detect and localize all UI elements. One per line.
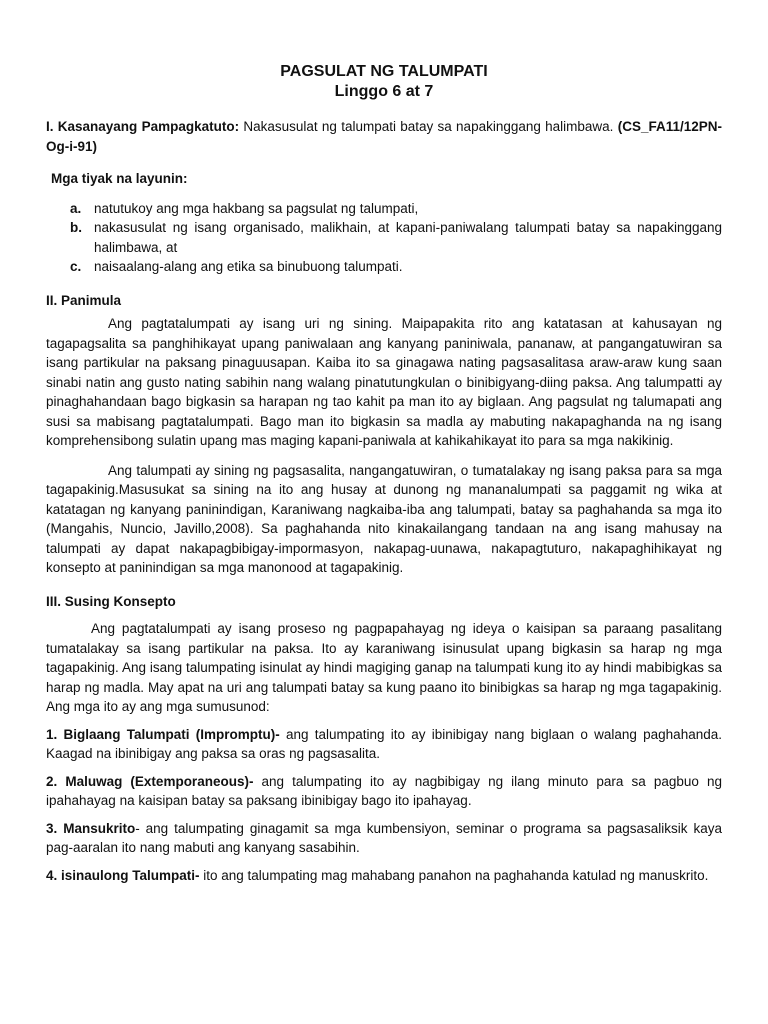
objective-item — [46, 218, 722, 257]
susing-konsepto-intro: Ang pagtatalumpati ay isang proseso ng pagpapahayag ng ideya o kaisipan sa paraang pasalitang tumatalakay sa isang partikular na paksa. Ito ay karaniwang isinusulat upang bigkasin sa harap ng mga tagapakinig. Ang isang talumpating isinulat ay hindi magiging ganap na talumpati kung ito ay hindi mabibigkas sa harap ng madla. May apat na uri ang talumpati batay sa kung paano ito binibigkas sa harap ng mga tagapakinig. Ang mga ito ay ang mga sumusunod: — [46, 621, 722, 714]
objective-marker: a. — [70, 200, 82, 216]
speech-type-item — [46, 772, 722, 811]
speech-type-term: 1. Biglaang Talumpati (Impromptu)- — [46, 726, 280, 742]
speech-type-item — [46, 725, 722, 764]
speech-type-term: 2. Maluwag (Extemporaneous)- — [46, 773, 254, 789]
objective-marker: b. — [70, 220, 82, 235]
speech-type-item — [46, 819, 722, 858]
speech-type-term: 4. isinaulong Talumpati- — [46, 867, 200, 883]
objectives-list — [46, 199, 722, 277]
competency-text: Nakasusulat ng talumpati batay sa napakinggang halimbawa. — [239, 119, 618, 134]
speech-type-term: 3. Mansukrito — [46, 820, 136, 836]
speech-type-desc: - ang talumpating ginagamit sa mga kumbensiyon, seminar o programa sa pagsasaliksik kaya pag-aaralan ito nang mabuti ang kanyang sasabihin. — [46, 820, 722, 855]
objective-text: natutukoy ang mga hakbang sa pagsulat ng talumpati, — [94, 200, 419, 216]
competency-code: (CS_FA11/12PN-Og-i-91) — [46, 119, 722, 154]
objective-item — [46, 257, 722, 277]
document-title: PAGSULAT NG TALUMPATI — [280, 63, 488, 80]
document-subtitle: Linggo 6 at 7 — [334, 83, 434, 100]
objective-marker: c. — [70, 259, 82, 274]
objectives-heading: Mga tiyak na layunin: — [51, 171, 188, 186]
speech-type-item — [46, 866, 722, 886]
section-title-susing-konsepto: III. Susing Konsepto — [46, 593, 176, 609]
competency-label: I. Kasanayang Pampagkatuto: — [46, 119, 240, 134]
objective-item — [46, 199, 722, 219]
speech-type-desc: ang talumpating ito ay nagbibigay ng ilang minuto para sa pagbuo ng ipahahayag na kaisipan batay sa paksang ibinibigay bago ito ipahayag. — [46, 773, 722, 808]
speech-type-desc: ito ang talumpating mag mahabang panahon na paghahanda katulad ng manuskrito. — [199, 867, 709, 883]
panimula-paragraph-1: Ang pagtatalumpati ay isang uri ng sining. Maipapakita rito ang katatasan at kahusayan ng tagapagsalita sa panghihikayat upang paniwalaan ang kanyang paniniwala, pananaw, at pangangatuwiran sa isang partikular na paksang pinaguusapan. Kaiba ito sa ginagawa nating pagsasalitasa araw-araw kung saan sinabi natin ang gusto nating sabihin nang walang pinatutungkulan o binibigyang-diing paksa. Ang talumpatti ay pinaghahandaan bago bigkasin sa harapan ng tao kahit pa man ito ay biglaan. Ang pagsulat ng talumapati ang susi sa mabisang pagtatalumpati. Bago man ito bigkasin sa madla ay mabuting nakapaghanda na ng isang komprehensibong sulatin upang mas maging kapani-paniwala at kahikahikayat ito para sa mga nakikinig. — [46, 316, 722, 448]
section-title-panimula: II. Panimula — [46, 292, 122, 308]
panimula-paragraph-2: Ang talumpati ay sining ng pagsasalita, nangangatuwiran, o tumatalakay ng isang paksa para sa mga tagapakinig.Masusukat sa sining na ito ang husay at dunong ng mananalumpati sa paggamit ng wika at katatagan ng kanyang paninindigan, Karaniwang nagkaiba-iba ang talumpati, batay sa paghahanda sa mga ito (Mangahis, Nuncio, Javillo,2008). Sa paghahanda nito kinakailangang tandaan na ang isang mahusay na talumpati ay dapat nakapagbibigay-impormasyon, nakapag-uunawa, nakapagtuturo, nakapaghihikayat ng konsepto at paninindigan sa mga manonood at tagapakinig. — [46, 462, 722, 575]
objective-text: nakasusulat ng isang organisado, malikhain, at kapani-paniwalang talumpati batay sa napakinggang halimbawa, at — [94, 220, 722, 255]
speech-type-desc: ang talumpating ito ay ibinibigay nang biglaan o walang paghahanda. Kaagad na ibinibigay ang paksa sa oras ng pagsasalita. — [46, 726, 722, 761]
objective-text: naisaalang-alang ang etika sa binubuong talumpati. — [94, 259, 403, 274]
competency-paragraph — [46, 117, 722, 156]
